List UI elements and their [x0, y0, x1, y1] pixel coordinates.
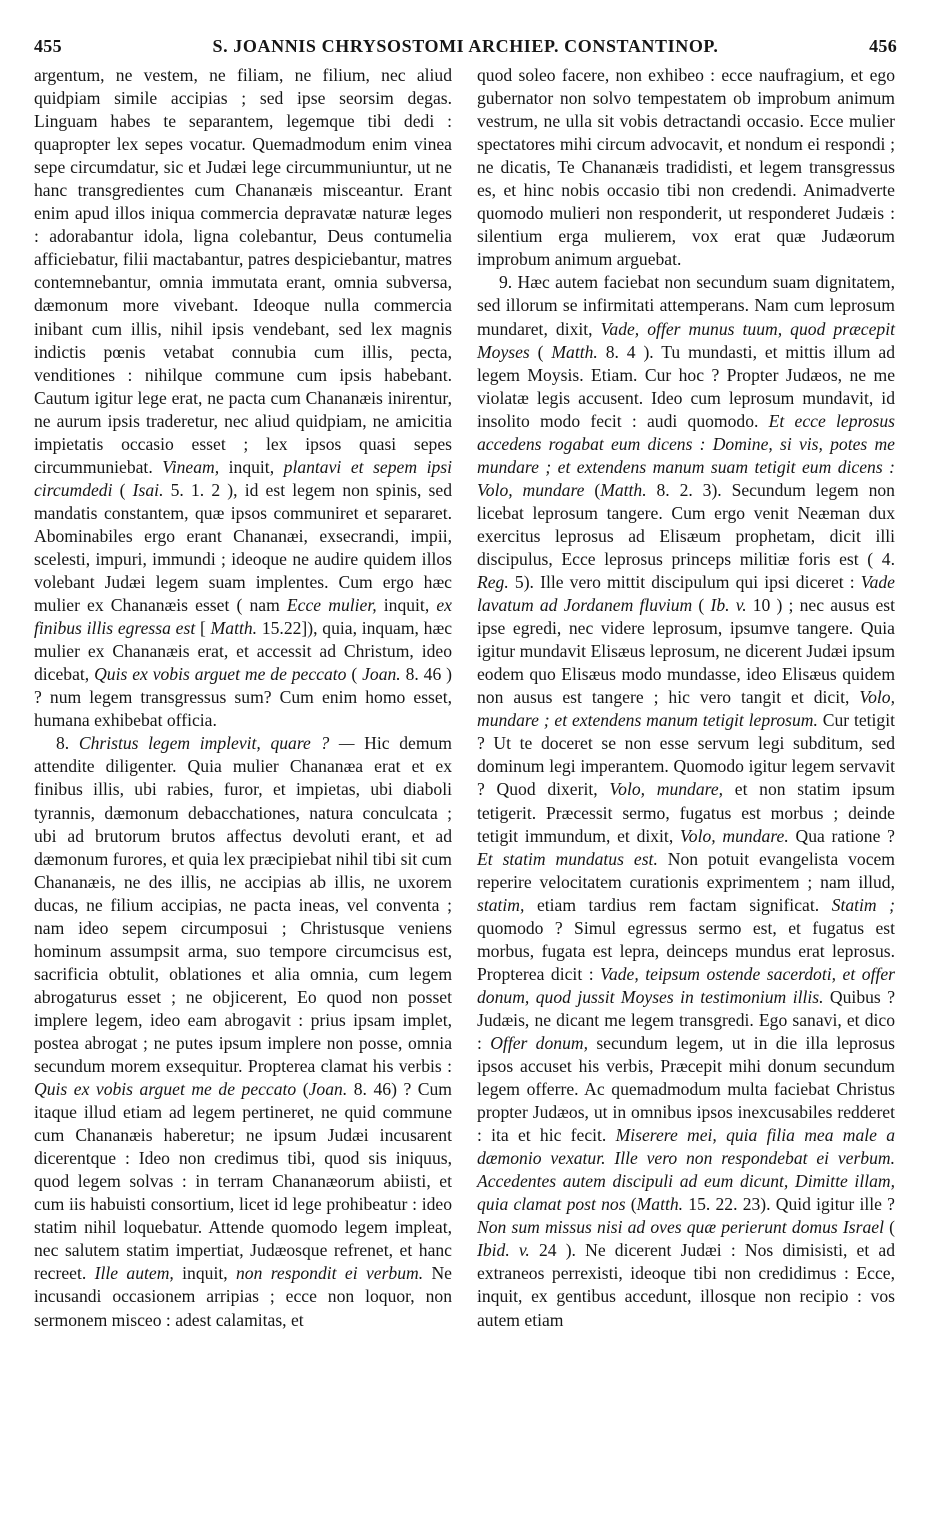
paragraph-1: [34, 64, 452, 732]
text-run: Non potuit evangelista vocem reperire velocitatem curationis exprimentem ; nam illud,: [477, 848, 895, 892]
citation: Reg.: [477, 572, 509, 593]
text-run: 24 ). Ne dicerent Judæi : Nos dimisisti, et ad extraneos perrexisti, ideoque tibi non credidimus : Ecce, inquit, ex gentibus accedunt, illosque non recipio : vos autem etiam: [477, 1240, 895, 1330]
text-run: inquit,: [219, 456, 284, 477]
text-run: 15.22]), quia, inquam, hæc mulier ex Chananæis erat, et accessit ad Christum, ideo dicebat,: [34, 618, 453, 685]
paragraph-8: [34, 732, 452, 1331]
italic-run: Vade, teipsum ostende sacerdoti, et offer donum, quod jussit Moyses in testimonium illis.: [477, 963, 896, 1007]
italic-run: Volo, mundare.: [679, 825, 789, 846]
text-run: (: [529, 341, 552, 362]
text-run: 8. 4 ). Tu mundasti, et mittis illum ad legem Moysis. Etiam. Cur hoc ? Propter Judæos, ne me violatæ legis accusent. Ideo cum leprosum mundavit, id insolito modo fecit : audi quomodo.: [477, 341, 896, 431]
italic-run: Offer donum,: [490, 1032, 588, 1053]
text-run: 10 ) ; nec ausus est ipse egredi, nec videre leprosum, ipsumve tangere. Quia igitur mundavit Elisæus leprosum, ne dicerent Judæi ipsum eodem quo Elisæus modo mundasse, ideo Elisæus quidem non ausus est tangere ; hic vero tangit et dicit,: [477, 595, 895, 708]
text-run: Quibus ? Judæis, ne dicant me legem transgredi. Ego sanavi, et dico :: [477, 986, 896, 1053]
paragraph-continued: [477, 64, 895, 271]
left-column: [34, 64, 452, 1332]
section-number: 8.: [56, 733, 79, 754]
italic-run: Et ecce leprosus accedens rogabat eum dicens : Domine, si vis, potes me mundare ; et extendens manum suam tetigit eum dicens : Volo, mundare: [477, 410, 895, 500]
text-run: [: [195, 618, 211, 639]
text-run: (: [112, 479, 133, 500]
text-run: etiam tardius rem factam significat.: [524, 894, 832, 915]
text-run: 15. 22. 23). Quid igitur ille ?: [683, 1194, 895, 1215]
text-run: (: [692, 595, 711, 616]
italic-run: Vade, offer munus tuum, quod præcepit Moyses: [477, 318, 895, 362]
text-run: (: [346, 664, 363, 685]
text-run: 8. 2. 3). Secundum legem non licebat leprosum tangere. Cum ergo venit Neæman dux exercitus leprosus ad Elisæum prophetam, dicit illi discipulus, Ecce leprosus princeps militiæ foris est ( 4.: [477, 479, 895, 569]
citation: Matth.: [210, 618, 258, 639]
section-heading: Christus legem implevit, quare ? —: [78, 733, 355, 754]
italic-run: Vineam,: [162, 456, 220, 477]
italic-run: ex finibus illis egressa est: [34, 595, 452, 639]
text-run: Cur tetigit ? Ut te doceret se non esse servum legi subditum, sed dominum legi imperantem. Quomodo igitur legem servavit ? Quod dixerit,: [477, 710, 895, 800]
citation: Matth.: [636, 1194, 684, 1215]
italic-run: Miserere mei, quia filia mea male a dæmonio vexatur. Ille vero non respondebat ei verbum. Accedentes autem discipuli ad eum dicunt, Dimitte illam, quia clamat post nos: [477, 1125, 895, 1215]
italic-run: Non sum missus nisi ad oves quæ perierunt domus Israel: [477, 1217, 884, 1238]
text-run: inquit,: [173, 1263, 236, 1284]
text-run: Ne incusandi occasionem arripias ; ecce non loquor, non sermonem misceo : adest calamitas, et: [34, 1263, 452, 1330]
italic-run: Vade lavatum ad Jordanem fluvium: [477, 572, 895, 616]
text-run: argentum, ne vestem, ne filiam, ne filium, nec aliud quidpiam simile accipias ; sed ipse seorsim degas. Linguam habes te separantem, legemque tibi dedi : quapropter lex sepes vocatur. Quemadmodum enim vinea sepe circumdatur, sic et Judæi lege circummuniuntur, ut ne hanc transgredientes cum Chananæis misceantur. Erant enim apud illos iniqua commercia depravatæ naturæ leges : adorabantur idola, ligna colebantur, Deus contumelia afficiebatur, filii mactabantur, patres despiciebantur, matres contemnebantur, omnia immutata erant, omnia subversa, dæmonum more vivebant. Ideoque nulla commercia inibant cum illis, nihil ipsis vendebant, sed lex magnis indictis pœnis vetabat connubia cum illis, pecta, venditiones : nihilque commune cum ipsis habebant. Cautum igitur lege erat, ne pacta cum Chananæis inirentur, ne aurum ipsis traderetur, nec aliud quidpiam, ne amicitia impietatis occasio esset ; lex ipsos quasi sepes circummuniebat.: [34, 65, 452, 477]
text-run: (: [584, 479, 601, 500]
text-run: 5). Ille vero mittit discipulum qui ipsi diceret :: [508, 572, 861, 593]
citation: Ibid. v.: [477, 1240, 530, 1261]
text-run: 9. Hæc autem faciebat non secundum suam dignitatem, sed illorum se infirmitati attemperans. Nam cum leprosum mundaret, dixit,: [477, 272, 895, 339]
text-run: Qua ratione ?: [788, 825, 895, 846]
right-column: [477, 64, 895, 1332]
italic-run: Statim ;: [831, 894, 895, 915]
page-number-left: 455: [34, 36, 62, 56]
citation: Joan.: [308, 1079, 348, 1100]
text-run: (: [296, 1079, 309, 1100]
text-run: et non statim ipsum tetigerit. Præcessit sermo, fugatus est morbus ; deinde tetigit immundum, et dixit,: [477, 779, 895, 846]
citation: Isai.: [132, 479, 164, 500]
citation: Joan.: [362, 664, 401, 685]
italic-run: Ille autem,: [94, 1263, 174, 1284]
text-run: quod soleo facere, non exhibeo : ecce naufragium, et ego gubernator non solvo tempestatem ob improbum animum vestrum, ne ulla sit vobis detractandi occasio. Ecce mulier spectatores mihi circum advocavit, et nondum ei respondi ; ne dicatis, Te Chananæis tradidisti, et legem transgressus es, et hinc nobis occasio tibi non credendi. Animadverte quomodo mulieri non responderit, ut responderet Judæis : silentium erga mulierem, vox erat quæ Judæorum improbum animum arguebat.: [477, 65, 895, 270]
citation: Matth.: [551, 341, 598, 362]
citation: Matth.: [600, 479, 647, 500]
italic-run: non respondit ei verbum.: [235, 1263, 424, 1284]
page-header: [34, 36, 897, 62]
italic-run: Et statim mundatus est.: [477, 848, 658, 869]
text-run: quomodo ? Simul egressus sermo est, et fugatus est morbus, fugata est lepra, deinceps mundus erat leprosus. Propterea dicit :: [477, 917, 895, 984]
text-run: Hic demum attendite diligenter. Quia mulier Chananæa erat et ex finibus illis, ubi rabies, furor, et impietas, ubi diaboli tyrannis, dæmonum debacchationes, natura conculcata ; ubi ad brutorum brutos affectus devoluti erant, et ad dæmonum furores, et quia lex præcipiebat nihil tibi sit cum Chananæis, ne des illis, ne accipias ab illis, ne uxorem ducas, ne filium accipias, ne pacta ineas, vel conventa ; nam ideo sepem circumposui ; Christusque veniens hominum assumpsit arma, suo tempore circumcisus est, sacrificia obtulit, oblationes et alia omnia, cum legem abrogaturus esset ; ne objicerent, Eo quod non posset implere legem, ideo eam abrogavit : prius ipsam implet, postea abrogat ; ne putes ipsum implere non posse, omnia secundum morem exsequitur. Propterea clamat his verbis :: [34, 733, 452, 1077]
text-run: (: [883, 1217, 895, 1238]
paragraph-9: [477, 271, 895, 1331]
text-run: (: [625, 1194, 637, 1215]
page-number-right: 456: [869, 36, 897, 56]
text-run: inquit,: [376, 595, 437, 616]
text-run: 8. 46 ) ? num legem transgressus sum? Cum enim homo esset, humana exhibebat officia.: [34, 664, 452, 731]
italic-run: plantavi et sepem ipsi circumdedi: [34, 456, 452, 500]
italic-run: Ecce mulier,: [286, 595, 377, 616]
text-run: 8. 46) ? Cum itaque illud etiam ad legem pertineret, ne quid commune cum Chananæis haberetur; ne ipsum Judæi incusarent dicerentque : Ideo non credimus tibi, quod sis iniquus, quod legem solvas : in terram Chananæorum abiisti, et cum iis habuisti consortium, licet id lege prohibeatur : ideo statim nihil loquebatur. Attende quomodo legem impleat, nec salutem statim impertiat, Judæosque refrenet, et hanc recreet.: [34, 1079, 452, 1284]
running-title: S. JOANNIS CHRYSOSTOMI ARCHIEP. CONSTANTINOP.: [212, 36, 719, 56]
italic-run: statim,: [477, 894, 525, 915]
italic-run: Quis ex vobis arguet me de peccato: [94, 664, 347, 685]
italic-run: Quis ex vobis arguet me de peccato: [34, 1079, 297, 1100]
italic-run: Volo, mundare ; et extendens manum tetigit leprosum.: [477, 687, 895, 731]
citation: Ib. v.: [710, 595, 747, 616]
text-run: 5. 1. 2 ), id est legem non spinis, sed mandatis constantem, quæ ipsos communiret et separaret. Abominabiles ergo erant Chananæi, exsecrandi, impii, scelesti, impuri, immundi ; ideoque ne audire quidem illos volebant Judæi legem suam implentes. Cum ergo hæc mulier ex Chananæis esset ( nam: [34, 479, 452, 616]
text-run: secundum legem, ut in die illa leprosus ipsos accuset his verbis, Præcepit mihi donum secundum legem offerre. Ac quemadmodum multa faciebat Christus propter Judæos, ut in omnibus ipsos inexcusabiles redderet : ita et hic fecit.: [477, 1032, 895, 1146]
italic-run: Volo, mundare,: [609, 779, 724, 800]
